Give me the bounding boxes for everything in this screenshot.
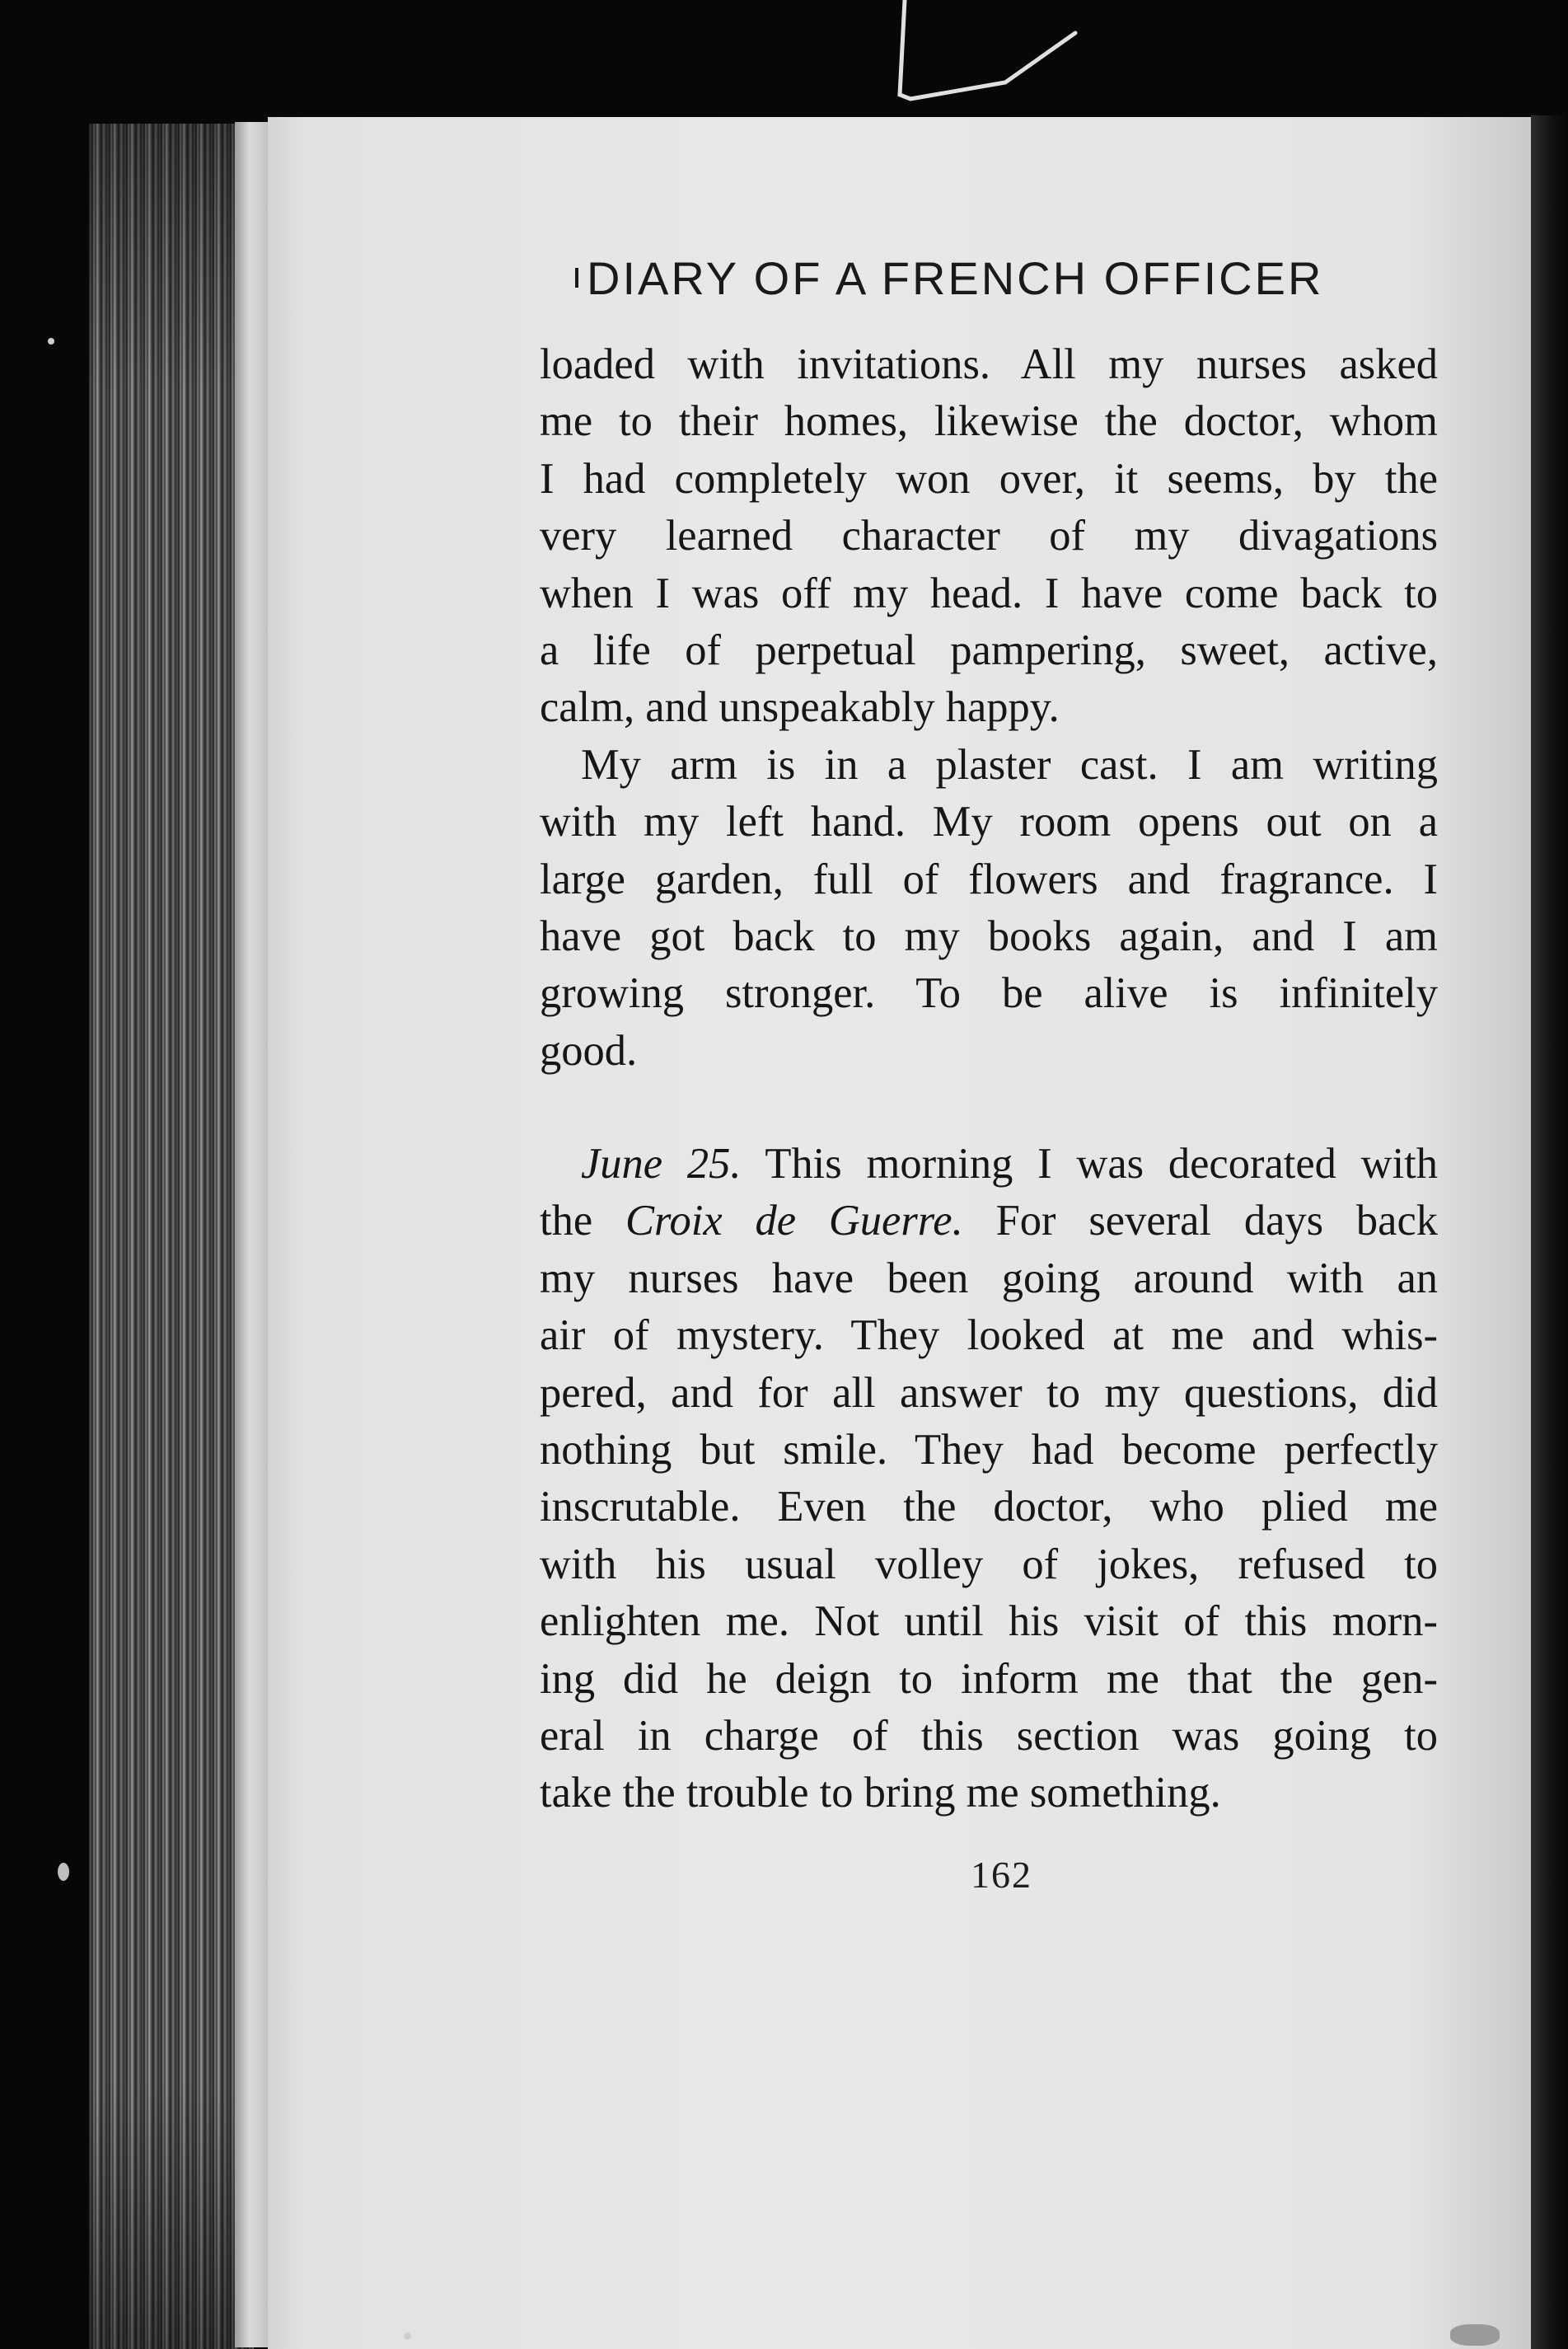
book-right-edge [1531, 115, 1568, 2349]
entry-separator-space [540, 1080, 1438, 1136]
entry-second-line-pre: the [540, 1197, 593, 1245]
text-line: when I was off my head. I have come back to [540, 569, 1438, 617]
text-line: eral in charge of this section was going to [540, 1711, 1438, 1760]
text-line: have got back to my books again, and I am [540, 912, 1438, 960]
dust-speck [58, 1863, 69, 1881]
entry-second-line [540, 1193, 1438, 1250]
text-line: me to their homes, likewise the doctor, whom [540, 397, 1438, 446]
page-body-text [540, 336, 1438, 1822]
text-line: calm, and unspeakably happy. [540, 683, 1060, 732]
dust-speck [48, 338, 54, 345]
text-line: pered, and for all answer to my questions, did [540, 1368, 1438, 1417]
book-inner-gutter [235, 122, 272, 2347]
dust-speck [404, 2333, 411, 2340]
text-line: I had completely won over, it seems, by the [540, 454, 1438, 503]
text-line: My arm is in a plaster cast. I am writing [581, 740, 1438, 789]
book-page-stack-edge [89, 124, 254, 2349]
text-line: enlighten me. Not until his visit of this morn- [540, 1597, 1438, 1646]
croix-de-guerre-italic: Croix de Guerre. [625, 1197, 963, 1245]
text-line: growing stronger. To be alive is infinitely [540, 969, 1438, 1018]
text-line: a life of perpetual pampering, sweet, active, [540, 626, 1438, 674]
text-line: inscrutable. Even the doctor, who plied me [540, 1483, 1438, 1531]
text-line: good. [540, 1026, 638, 1075]
entry-first-line-text: This morning I was decorated with [765, 1140, 1438, 1189]
entry-date: June 25. [581, 1140, 742, 1189]
running-head [587, 251, 1411, 305]
running-head-text: DIARY OF A FRENCH OFFICER [587, 252, 1324, 304]
text-line: very learned character of my divagations [540, 512, 1438, 560]
text-line: loaded with invitations. All my nurses asked [540, 340, 1438, 388]
text-line: nothing but smile. They had become perfectly [540, 1426, 1438, 1475]
text-line: my nurses have been going around with an [540, 1254, 1438, 1302]
text-line: air of mystery. They looked at me and whis- [540, 1311, 1438, 1360]
entry-second-line-post: For several days back [995, 1197, 1439, 1245]
text-line: large garden, full of flowers and fragrance. I [540, 855, 1438, 903]
text-line: take the trouble to bring me something. [540, 1769, 1221, 1817]
text-line: ing did he deign to inform me that the gen- [540, 1654, 1438, 1703]
dust-speck [1450, 2324, 1500, 2346]
pen-stroke-mark [882, 0, 1088, 107]
entry-first-line [540, 1136, 1438, 1193]
text-line: with his usual volley of jokes, refused to [540, 1540, 1438, 1588]
running-head-tick-mark [575, 268, 578, 288]
text-line: with my left hand. My room opens out on a [540, 798, 1438, 846]
page-number: 162 [971, 1854, 1032, 1896]
